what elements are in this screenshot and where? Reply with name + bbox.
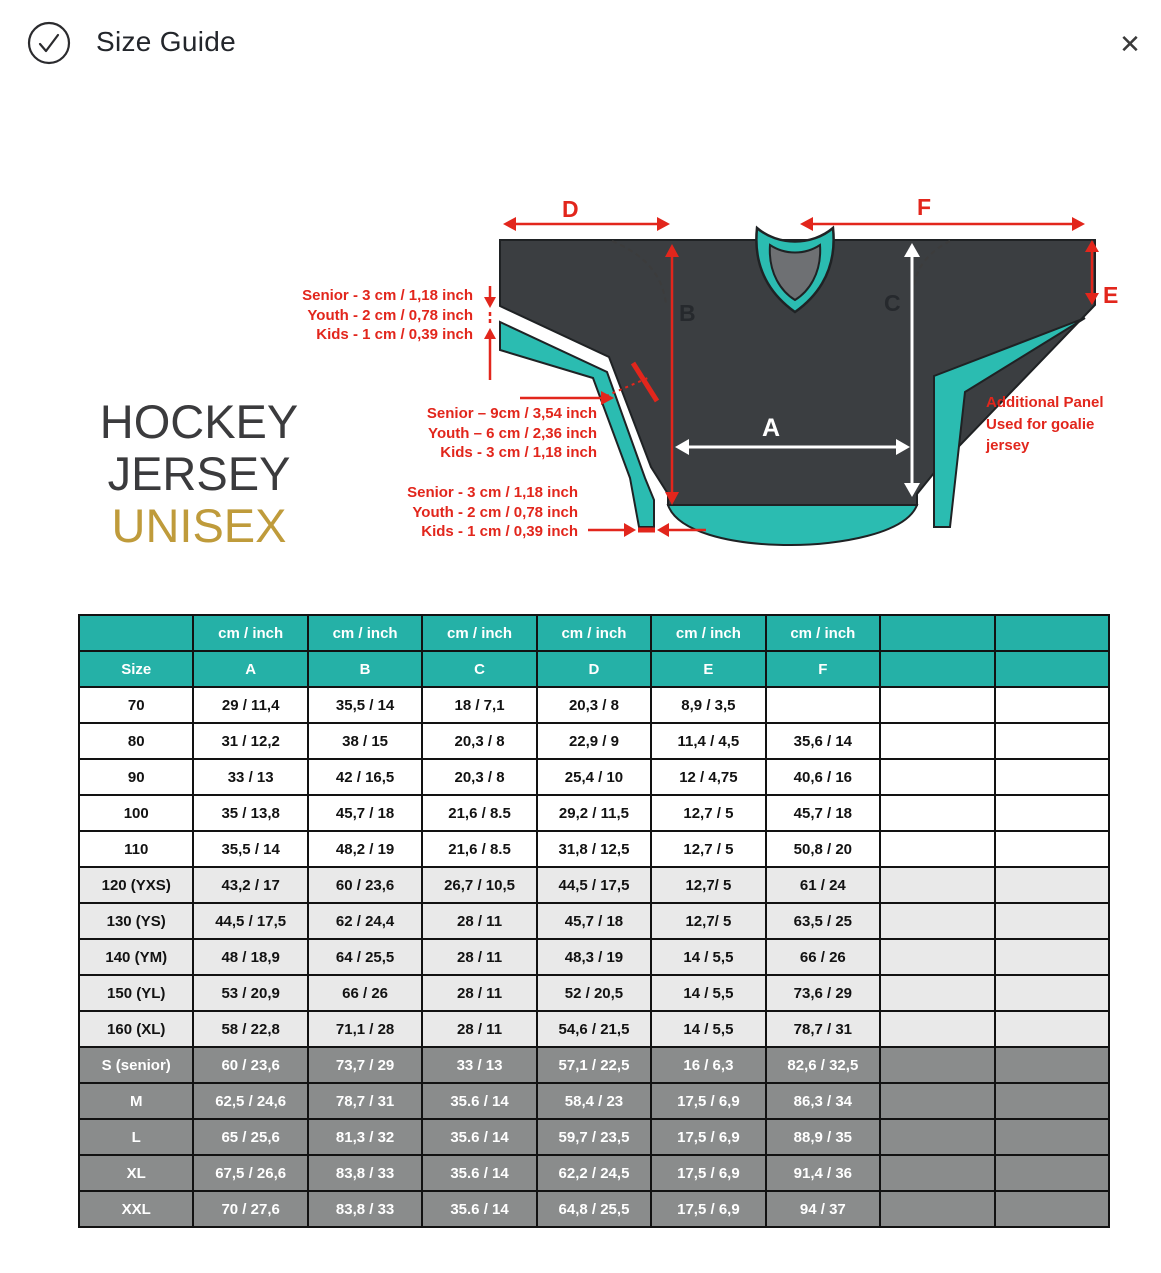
value-cell: 60 / 23,6: [308, 867, 422, 903]
value-cell: [880, 1155, 994, 1191]
col-header-cell: A: [193, 651, 307, 687]
value-cell: 64 / 25,5: [308, 939, 422, 975]
unit-cell: cm / inch: [766, 615, 880, 651]
value-cell: [995, 687, 1110, 723]
value-cell: 31,8 / 12,5: [537, 831, 651, 867]
dim-arrow-D: [503, 217, 670, 231]
dim-label-E: E: [1103, 282, 1119, 308]
value-cell: 67,5 / 26,6: [193, 1155, 307, 1191]
value-cell: [880, 723, 994, 759]
value-cell: 12,7/ 5: [651, 867, 765, 903]
size-cell: 150 (YL): [79, 975, 193, 1011]
value-cell: [880, 1119, 994, 1155]
value-cell: [995, 831, 1110, 867]
dim-label-A: A: [762, 414, 781, 442]
size-cell: 120 (YXS): [79, 867, 193, 903]
value-cell: 66 / 26: [766, 939, 880, 975]
value-cell: 29,2 / 11,5: [537, 795, 651, 831]
value-cell: 40,6 / 16: [766, 759, 880, 795]
value-cell: 45,7 / 18: [766, 795, 880, 831]
table-row: [79, 939, 1109, 975]
check-icon: [26, 20, 72, 71]
column-header-row: [79, 651, 1109, 687]
value-cell: [995, 867, 1110, 903]
table-row: [79, 687, 1109, 723]
value-cell: [880, 1191, 994, 1227]
value-cell: [880, 831, 994, 867]
goalie-panel-annotation: Additional Panel Used for goalie jersey: [986, 394, 1104, 454]
value-cell: 12,7 / 5: [651, 795, 765, 831]
value-cell: 65 / 25,6: [193, 1119, 307, 1155]
size-cell: 110: [79, 831, 193, 867]
value-cell: [880, 687, 994, 723]
value-cell: 12,7 / 5: [651, 831, 765, 867]
value-cell: 83,8 / 33: [308, 1155, 422, 1191]
value-cell: 63,5 / 25: [766, 903, 880, 939]
dim-label-D: D: [562, 196, 579, 222]
cuff-annotation: Senior - 3 cm / 1,18 inch Youth - 2 cm / 0,78 inch Kids - 1 cm / 0,39 inch: [407, 484, 578, 540]
value-cell: 17,5 / 6,9: [651, 1119, 765, 1155]
empty-header-cell: [880, 615, 994, 651]
value-cell: 62,5 / 24,6: [193, 1083, 307, 1119]
value-cell: 42 / 16,5: [308, 759, 422, 795]
value-cell: 57,1 / 22,5: [537, 1047, 651, 1083]
value-cell: 45,7 / 18: [537, 903, 651, 939]
dim-arrow-F: [800, 217, 1085, 231]
size-cell: 70: [79, 687, 193, 723]
size-header-cell: Size: [79, 651, 193, 687]
empty-header-cell: [995, 651, 1110, 687]
size-cell: S (senior): [79, 1047, 193, 1083]
shoulder-stripe-arrows: [484, 286, 496, 380]
size-cell: 160 (XL): [79, 1011, 193, 1047]
value-cell: 20,3 / 8: [422, 759, 536, 795]
value-cell: 70 / 27,6: [193, 1191, 307, 1227]
elbow-annotation: Senior – 9cm / 3,54 inch Youth – 6 cm / 2,36 inch Kids - 3 cm / 1,18 inch: [426, 405, 597, 461]
value-cell: [995, 795, 1110, 831]
value-cell: 14 / 5,5: [651, 1011, 765, 1047]
brand-line-jersey: JERSEY: [107, 447, 291, 500]
value-cell: [995, 903, 1110, 939]
value-cell: 43,2 / 17: [193, 867, 307, 903]
value-cell: 58,4 / 23: [537, 1083, 651, 1119]
table-row: [79, 975, 1109, 1011]
value-cell: 82,6 / 32,5: [766, 1047, 880, 1083]
col-header-cell: E: [651, 651, 765, 687]
value-cell: 52 / 20,5: [537, 975, 651, 1011]
size-cell: 140 (YM): [79, 939, 193, 975]
value-cell: 78,7 / 31: [766, 1011, 880, 1047]
value-cell: 94 / 37: [766, 1191, 880, 1227]
value-cell: 14 / 5,5: [651, 939, 765, 975]
empty-header-cell: [79, 615, 193, 651]
value-cell: 22,9 / 9: [537, 723, 651, 759]
value-cell: 35,5 / 14: [308, 687, 422, 723]
value-cell: 25,4 / 10: [537, 759, 651, 795]
value-cell: [880, 903, 994, 939]
value-cell: [995, 1047, 1110, 1083]
table-row: [79, 867, 1109, 903]
empty-header-cell: [995, 615, 1110, 651]
size-table-body: [79, 687, 1109, 1227]
table-row: [79, 795, 1109, 831]
value-cell: 83,8 / 33: [308, 1191, 422, 1227]
table-row: [79, 903, 1109, 939]
page-title: Size Guide: [96, 26, 236, 57]
value-cell: 21,6 / 8.5: [422, 831, 536, 867]
value-cell: 21,6 / 8.5: [422, 795, 536, 831]
value-cell: 12 / 4,75: [651, 759, 765, 795]
dim-label-B: B: [679, 300, 696, 326]
value-cell: 33 / 13: [422, 1047, 536, 1083]
col-header-cell: F: [766, 651, 880, 687]
value-cell: [880, 759, 994, 795]
value-cell: 71,1 / 28: [308, 1011, 422, 1047]
value-cell: 81,3 / 32: [308, 1119, 422, 1155]
value-cell: 16 / 6,3: [651, 1047, 765, 1083]
value-cell: [995, 1119, 1110, 1155]
close-button[interactable]: [1112, 26, 1148, 62]
value-cell: 73,6 / 29: [766, 975, 880, 1011]
table-row: [79, 1047, 1109, 1083]
value-cell: 62 / 24,4: [308, 903, 422, 939]
value-cell: 28 / 11: [422, 975, 536, 1011]
size-cell: 100: [79, 795, 193, 831]
value-cell: [880, 1011, 994, 1047]
dim-label-C: C: [884, 290, 901, 316]
value-cell: 29 / 11,4: [193, 687, 307, 723]
value-cell: 62,2 / 24,5: [537, 1155, 651, 1191]
value-cell: 78,7 / 31: [308, 1083, 422, 1119]
value-cell: 35,6 / 14: [766, 723, 880, 759]
dim-label-F: F: [917, 194, 932, 220]
value-cell: 35,5 / 14: [193, 831, 307, 867]
value-cell: [995, 1155, 1110, 1191]
value-cell: 54,6 / 21,5: [537, 1011, 651, 1047]
shoulder-annotation: Senior - 3 cm / 1,18 inch Youth - 2 cm / 0,78 inch Kids - 1 cm / 0,39 inch: [302, 287, 473, 343]
unit-header-row: [79, 615, 1109, 651]
value-cell: [995, 1191, 1110, 1227]
value-cell: 44,5 / 17,5: [193, 903, 307, 939]
value-cell: 53 / 20,9: [193, 975, 307, 1011]
value-cell: 48 / 18,9: [193, 939, 307, 975]
value-cell: [880, 939, 994, 975]
jersey-diagram: [0, 170, 1161, 590]
value-cell: [766, 687, 880, 723]
value-cell: 35 / 13,8: [193, 795, 307, 831]
col-header-cell: B: [308, 651, 422, 687]
brand-line-unisex: UNISEX: [111, 499, 287, 552]
value-cell: 35.6 / 14: [422, 1119, 536, 1155]
value-cell: 20,3 / 8: [537, 687, 651, 723]
table-row: [79, 1191, 1109, 1227]
value-cell: 17,5 / 6,9: [651, 1191, 765, 1227]
size-cell: XXL: [79, 1191, 193, 1227]
value-cell: 28 / 11: [422, 939, 536, 975]
value-cell: 8,9 / 3,5: [651, 687, 765, 723]
value-cell: [995, 939, 1110, 975]
size-cell: L: [79, 1119, 193, 1155]
table-row: [79, 1119, 1109, 1155]
value-cell: 50,8 / 20: [766, 831, 880, 867]
value-cell: 60 / 23,6: [193, 1047, 307, 1083]
value-cell: [880, 867, 994, 903]
value-cell: 35.6 / 14: [422, 1191, 536, 1227]
table-row: [79, 759, 1109, 795]
value-cell: [995, 723, 1110, 759]
value-cell: 59,7 / 23,5: [537, 1119, 651, 1155]
table-row: [79, 831, 1109, 867]
unit-cell: cm / inch: [193, 615, 307, 651]
brand-line-hockey: HOCKEY: [99, 395, 299, 448]
size-cell: XL: [79, 1155, 193, 1191]
value-cell: 12,7/ 5: [651, 903, 765, 939]
value-cell: 86,3 / 34: [766, 1083, 880, 1119]
size-table: [78, 614, 1110, 1228]
value-cell: 17,5 / 6,9: [651, 1083, 765, 1119]
value-cell: 64,8 / 25,5: [537, 1191, 651, 1227]
value-cell: [995, 759, 1110, 795]
value-cell: 48,2 / 19: [308, 831, 422, 867]
value-cell: [995, 1011, 1110, 1047]
value-cell: 88,9 / 35: [766, 1119, 880, 1155]
value-cell: 31 / 12,2: [193, 723, 307, 759]
unit-cell: cm / inch: [422, 615, 536, 651]
table-row: [79, 1083, 1109, 1119]
jersey-hem-shape: [668, 505, 917, 545]
empty-header-cell: [880, 651, 994, 687]
size-cell: 130 (YS): [79, 903, 193, 939]
value-cell: 20,3 / 8: [422, 723, 536, 759]
value-cell: 58 / 22,8: [193, 1011, 307, 1047]
value-cell: 14 / 5,5: [651, 975, 765, 1011]
value-cell: [880, 975, 994, 1011]
value-cell: 35.6 / 14: [422, 1155, 536, 1191]
value-cell: [880, 795, 994, 831]
value-cell: 45,7 / 18: [308, 795, 422, 831]
value-cell: 44,5 / 17,5: [537, 867, 651, 903]
value-cell: 28 / 11: [422, 1011, 536, 1047]
table-row: [79, 1155, 1109, 1191]
value-cell: 35.6 / 14: [422, 1083, 536, 1119]
col-header-cell: C: [422, 651, 536, 687]
close-icon: ✕: [1119, 29, 1141, 59]
col-header-cell: D: [537, 651, 651, 687]
value-cell: 33 / 13: [193, 759, 307, 795]
value-cell: [995, 975, 1110, 1011]
unit-cell: cm / inch: [651, 615, 765, 651]
value-cell: 38 / 15: [308, 723, 422, 759]
size-cell: M: [79, 1083, 193, 1119]
value-cell: [880, 1083, 994, 1119]
value-cell: 66 / 26: [308, 975, 422, 1011]
value-cell: 61 / 24: [766, 867, 880, 903]
unit-cell: cm / inch: [308, 615, 422, 651]
value-cell: 18 / 7,1: [422, 687, 536, 723]
size-cell: 90: [79, 759, 193, 795]
value-cell: 11,4 / 4,5: [651, 723, 765, 759]
value-cell: [995, 1083, 1110, 1119]
table-row: [79, 723, 1109, 759]
value-cell: 73,7 / 29: [308, 1047, 422, 1083]
value-cell: 26,7 / 10,5: [422, 867, 536, 903]
value-cell: 91,4 / 36: [766, 1155, 880, 1191]
unit-cell: cm / inch: [537, 615, 651, 651]
value-cell: 28 / 11: [422, 903, 536, 939]
value-cell: [880, 1047, 994, 1083]
table-row: [79, 1011, 1109, 1047]
value-cell: 48,3 / 19: [537, 939, 651, 975]
size-cell: 80: [79, 723, 193, 759]
value-cell: 17,5 / 6,9: [651, 1155, 765, 1191]
